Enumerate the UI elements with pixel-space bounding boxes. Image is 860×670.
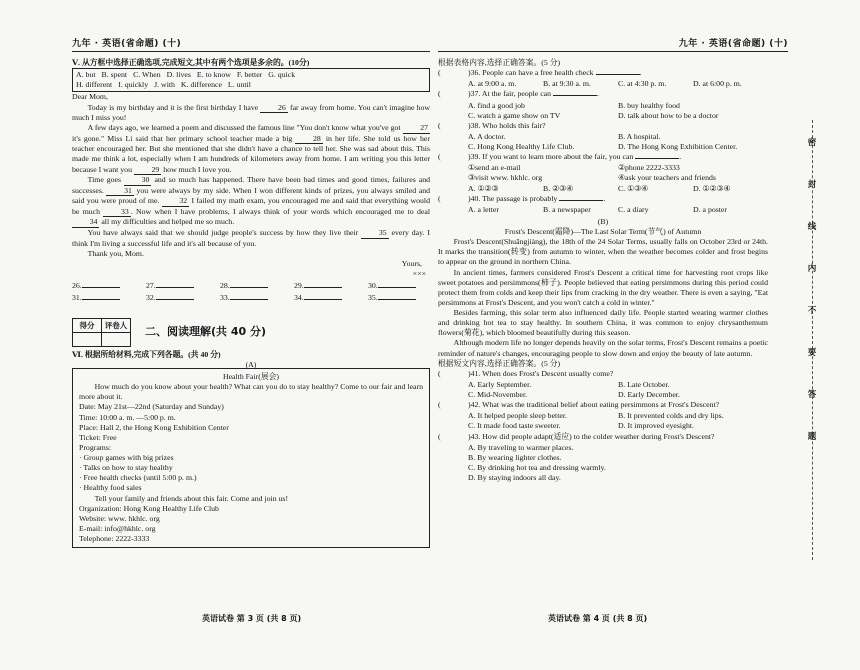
answer-number: 26. [72,281,82,290]
notice-place: Place: Hall 2, the Hong Kong Exhibition Center [79,422,229,432]
question-q36 [438,68,768,89]
right-page [438,0,788,670]
option[interactable]: ③visit www. hkhlc. org [468,173,543,183]
answer-number: 33. [220,293,230,303]
answer-paren[interactable]: ( [438,368,441,378]
word-option: B. spent [101,70,128,80]
stem-end: . [597,89,599,99]
word-option: F. better [236,70,263,80]
answer-line[interactable] [378,299,416,300]
question-stem [438,89,768,99]
section-6-title: Ⅵ. 根据所给材料,完成下列各题。(共 40 分) [72,350,221,359]
answer-paren[interactable]: ( [438,193,441,203]
answer-slot[interactable] [294,293,356,303]
stem-text: )43. How did people adapt(适应) to the colder weather during Frost's Descent? [468,431,715,441]
letter-paragraph-4: You have always said that we should judge people's success by how they live their 35 every day. I think I'm living a successful life and it's all because of you. [72,227,431,248]
question-text [468,121,546,131]
question-q37 [438,89,768,120]
option[interactable]: A. find a good job [468,100,525,110]
passage-b-title: Frost's Descent(霜降)—The Last Solar Term(节气) of Autumn [504,227,702,236]
instruction-a: 根据表格内容,选择正确答案。(5 分) [438,58,561,67]
score-label: 得分 [73,319,102,333]
answer-number: 30. [368,281,378,290]
passage-b-paragraph-2: In ancient times, farmers considered Frost's Descent a critical time for harvesting root crops like sweet potatoes and persimmons(柿子). People believed that eating persimmons during this period could protect them from colds and keep their lips from cracking in the dry weather. There is even a saying, "Eat persimmons at Frost's Descent, and you won't catch a cold in winter." [438,267,768,307]
answer-paren[interactable]: ( [438,89,441,99]
question-blank[interactable] [559,200,603,201]
blank-34[interactable]: 34 [72,218,99,228]
option[interactable]: ④ask your teachers and friends [618,173,716,183]
option[interactable]: B. It prevented colds and dry lips. [618,411,724,421]
notice-title: Health Fair(展会) [222,372,280,381]
stem-end: . [603,193,606,203]
question-q43 [438,432,768,484]
score-cell[interactable] [73,333,102,347]
answer-slot[interactable] [146,293,208,303]
question-q42 [438,400,768,431]
answer-line[interactable] [230,287,268,288]
page-header: 九年 · 英语(省命题) (十) [72,39,182,49]
question-text [468,152,681,162]
answer-number: 32. [146,293,156,303]
letter [72,92,430,279]
answer-paren[interactable]: ( [438,152,441,162]
option[interactable]: C. It made food taste sweeter. [468,421,561,431]
question-blank[interactable] [596,74,640,75]
option[interactable]: ②phone 2222-3333 [618,163,680,173]
answer-slot[interactable] [368,293,430,303]
header-rule [72,51,430,52]
option[interactable]: C. Mid-November. [468,390,528,399]
part-2-title: 二、阅读理解(共 40 分) [145,325,267,339]
program-list [79,453,423,494]
instruction-b: 根据短文内容,选择正确答案。(5 分) [438,358,561,368]
option[interactable]: B. A hospital. [618,131,661,141]
option[interactable]: A. Early September. [468,379,532,389]
word-option: L. until [227,80,251,90]
notice-intro: How much do you know about your health? What can you do to stay healthy? Come to our fair and learn more about it. [79,382,423,402]
binding-margin-char: 不 [807,306,817,316]
health-fair-notice [72,368,430,548]
option[interactable]: C. a diary [618,204,649,214]
option[interactable]: A. By traveling to warmer places. [468,442,574,452]
option[interactable]: B. By wearing lighter clothes. [468,452,562,462]
options [438,205,768,215]
question-q41 [438,369,768,400]
program-item: · Free health checks (until 5:00 p. m.) [79,473,197,483]
option[interactable]: C. at 4:30 p. m. [618,79,667,89]
option[interactable]: D. talk about how to be a doctor [618,110,719,120]
question-text [468,89,599,99]
question-q39 [438,152,768,194]
letter-sign-2: ××× [412,268,426,278]
notice-tell: Tell your family and friends about this fair. Come and join us! [94,493,289,503]
notice-time: Time: 10:00 a. m. —5:00 p. m. [79,412,176,422]
stem-end: . [639,68,642,78]
answer-line[interactable] [230,299,268,300]
answer-number: 27. [146,281,156,290]
passage-b-label: (B) [597,216,609,226]
option[interactable]: D. Early December. [618,390,680,399]
word-option: G. quick [268,70,296,80]
option[interactable]: B. a newspaper [543,204,591,214]
questions-a [438,58,768,483]
notice-ticket: Ticket: Free [79,432,117,442]
section-5-title: Ⅴ. 从方框中选择正确选项,完成短文,其中有两个选项是多余的。(10分) [72,58,310,67]
answer-number: 31. [72,293,82,303]
question-stem [438,400,768,410]
letter-paragraph-2: A few days ago, we learned a poem and discussed the famous line "You don't know what you've got 27 it's gone." Miss Li said that her primary school teacher made a big 28 in her life. She told us how her teacher encouraged her. But she mentioned that she didn't have a chance to tell her. She was sad about this. This made me think a lot, especially when I am hundreds of kilometers away from home. I am writing you this letter because I want you 29 how much I love you. [72,123,430,174]
score-box [72,318,131,347]
stem-text: )39. If you want to learn more about the fair, you can [468,152,634,162]
binding-margin-char: 封 [807,180,817,190]
option[interactable]: ①send an e-mail [468,163,521,173]
blank-35[interactable]: 35 [361,229,388,239]
answer-number: 35. [368,293,378,303]
answer-slot[interactable] [368,281,430,291]
option[interactable]: C. ①③④ [618,183,649,193]
question-stem [438,194,768,204]
stem-text: )40. The passage is probably [468,193,558,203]
answer-row-2 [72,293,430,303]
answer-paren[interactable]: ( [438,68,441,78]
page-footer: 英语试卷 第 3 页 (共 8 页) [202,614,302,623]
section-5 [72,58,430,305]
binding-margin-char: 题 [807,432,817,442]
word-option: C. When [133,70,161,80]
option[interactable]: B. ②③④ [543,183,574,193]
left-page [72,0,430,670]
option[interactable]: A. It helped people sleep better. [468,411,567,421]
word-option: J. with [154,80,175,90]
answer-slot[interactable] [220,281,282,291]
stem-end: . [679,152,682,162]
blank-27[interactable]: 27 [403,124,430,134]
passage-b-paragraph-4: Although modern life no longer depends heavily on the solar terms, Frost's Descent remains a poetic reminder of nature's changes, encouraging people to slow down and enjoy the beauty of late autumn. [438,338,768,358]
word-option: I. quickly [118,80,149,90]
answer-slot[interactable] [72,293,134,303]
option[interactable]: C. By drinking hot tea and dressing warmly. [468,462,606,472]
options [438,132,768,152]
stem-text: )36. People can have a free health check [468,68,594,78]
question-blank[interactable] [635,158,679,159]
option[interactable]: B. at 9:30 a. m. [543,79,591,89]
stem-text: )37. At the fair, people can [468,89,552,99]
page-footer: 英语试卷 第 4 页 (共 8 页) [548,614,648,623]
word-option: A. but [76,70,96,80]
question-q40 [438,194,768,215]
answer-row-1 [72,281,430,291]
word-bank [72,68,430,92]
option[interactable]: A. A doctor. [468,131,506,141]
option[interactable]: D. The Hong Kong Exhibition Center. [618,142,738,151]
answer-paren[interactable]: ( [438,120,441,130]
word-option: K. difference [180,80,222,90]
question-stem [438,369,768,379]
answer-slot[interactable] [220,293,282,303]
option[interactable]: B. Late October. [618,379,670,389]
blank-30[interactable]: 30 [124,176,151,186]
question-text [468,432,715,442]
answer-number: 34. [294,293,304,303]
options [438,101,768,121]
blank-31[interactable]: 31 [106,187,133,197]
answer-line[interactable] [304,287,342,288]
passage-b-paragraph-3: Besides farming, this solar term also influenced daily life. People started wearing warmer clothes and drinking hot tea to stay healthy. In southern China, it was common to enjoy chrysanthemum flowers(菊花), which bloomed beautifully during this season. [438,308,768,338]
stem-text: )38. Who holds this fair? [468,120,546,130]
blank-26[interactable]: 26 [260,104,287,114]
question-stem [438,68,768,78]
option[interactable]: C. Hong Kong Healthy Life Club. [468,142,575,151]
blank-28[interactable]: 28 [295,135,322,145]
options-abcd [438,184,768,194]
answer-paren[interactable]: ( [438,431,441,441]
notice-programs: Programs: [79,442,112,452]
header-rule [438,51,788,52]
answer-number: 29. [294,281,304,290]
passage-a-label: (A) [245,360,257,370]
binding-margin-char: 密 [807,138,817,148]
answer-paren[interactable]: ( [438,400,441,410]
binding-margin-char: 内 [807,264,817,274]
grader-cell[interactable] [102,333,131,347]
option[interactable]: A. a letter [468,204,499,214]
notice-telephone: Telephone: 2222-3333 [79,534,150,543]
word-option: H. different [76,80,113,90]
answer-line[interactable] [156,287,194,288]
options [438,443,768,484]
question-stem [438,152,768,162]
option[interactable]: C. watch a game show on TV [468,110,561,120]
answer-line[interactable] [82,299,120,300]
question-stem [438,121,768,131]
binding-margin-char: 答 [807,390,817,400]
option[interactable]: A. at 9:00 a. m. [468,79,517,89]
letter-greeting: Dear Mom, [72,92,108,102]
option[interactable]: D. at 6:00 p. m. [693,79,742,89]
option[interactable]: D. By staying indoors all day. [468,473,561,482]
program-item: · Healthy food sales [79,483,142,493]
question-text [468,68,641,78]
stem-text: )41. When does Frost's Descent usually come? [468,368,614,378]
option[interactable]: D. ①②③④ [693,183,731,193]
notice-date: Date: May 21st—22nd (Saturday and Sunday) [79,402,224,412]
question-text [468,369,613,379]
question-stem [438,432,768,442]
answer-line[interactable] [156,299,194,300]
question-text [468,400,719,410]
option[interactable]: D. a poster [693,204,727,214]
binding-margin-char: 线 [807,222,817,232]
options [438,79,768,89]
option[interactable]: B. buy healthy food [618,100,680,110]
binding-margin-char: 要 [807,348,817,358]
letter-paragraph-1: Today is my birthday and it is the first birthday I have 26 far away from home. You can't imagine how much I miss you! [72,102,431,123]
notice-email: E-mail: info@hkhlc. org [79,523,156,533]
question-blank[interactable] [553,95,597,96]
part-2-header [72,318,430,370]
word-option: E. to know [196,70,231,80]
word-option: D. lives [166,70,191,80]
question-q38 [438,121,768,152]
question-text [468,194,605,204]
answer-slot[interactable] [72,281,134,291]
page-header: 九年 · 英语(省命题) (十) [678,39,788,49]
answer-line[interactable] [82,287,120,288]
blank-29[interactable]: 29 [134,166,161,176]
option[interactable]: D. It improved eyesight. [618,421,695,431]
answer-slot[interactable] [294,281,356,291]
stem-text: )42. What was the traditional belief about eating persimmons at Frost's Descent? [468,400,720,410]
options [438,411,768,431]
answer-line[interactable] [304,299,342,300]
program-item: · Group games with big prizes [79,453,174,462]
notice-org: Organization: Hong Kong Healthy Life Club [79,503,219,513]
options [438,380,768,400]
passage-b-paragraph-1: Frost's Descent(Shuāngjiàng), the 18th of the 24 Solar Terms, usually falls on October 23rd or 24th. It marks the transition(转变) from autumn to winter, when the weather becomes colder and frost begins to appear on the ground in northern China. [438,237,768,267]
blank-32[interactable]: 32 [162,197,189,207]
letter-paragraph-5: Thank you, Mom. [87,248,144,258]
letter-sign-1: Yours, [401,258,422,268]
options [438,163,768,183]
blank-33[interactable]: 33 [103,208,130,218]
grader-label: 评卷人 [102,319,131,333]
answer-slot[interactable] [146,281,208,291]
program-item: · Talks on how to stay healthy [79,463,173,473]
notice-website: Website: www. hkhlc. org [79,513,160,523]
letter-paragraph-3: Time goes 30 and so much has happened. There have been bad times and good times, failures and successes. 31 you were always by my side. When I won different kinds of prizes, you always smiled and said you were proud of me. 32 I failed my math exam, you encouraged me and said that everything would be much 33 . Now when I have problems, I always think of your words which encouraged me to deal 34 all my difficulties and helped me so much. [72,175,431,227]
option[interactable]: A. ①②③ [468,183,499,193]
answer-number: 28. [220,281,230,290]
answer-line[interactable] [378,287,416,288]
